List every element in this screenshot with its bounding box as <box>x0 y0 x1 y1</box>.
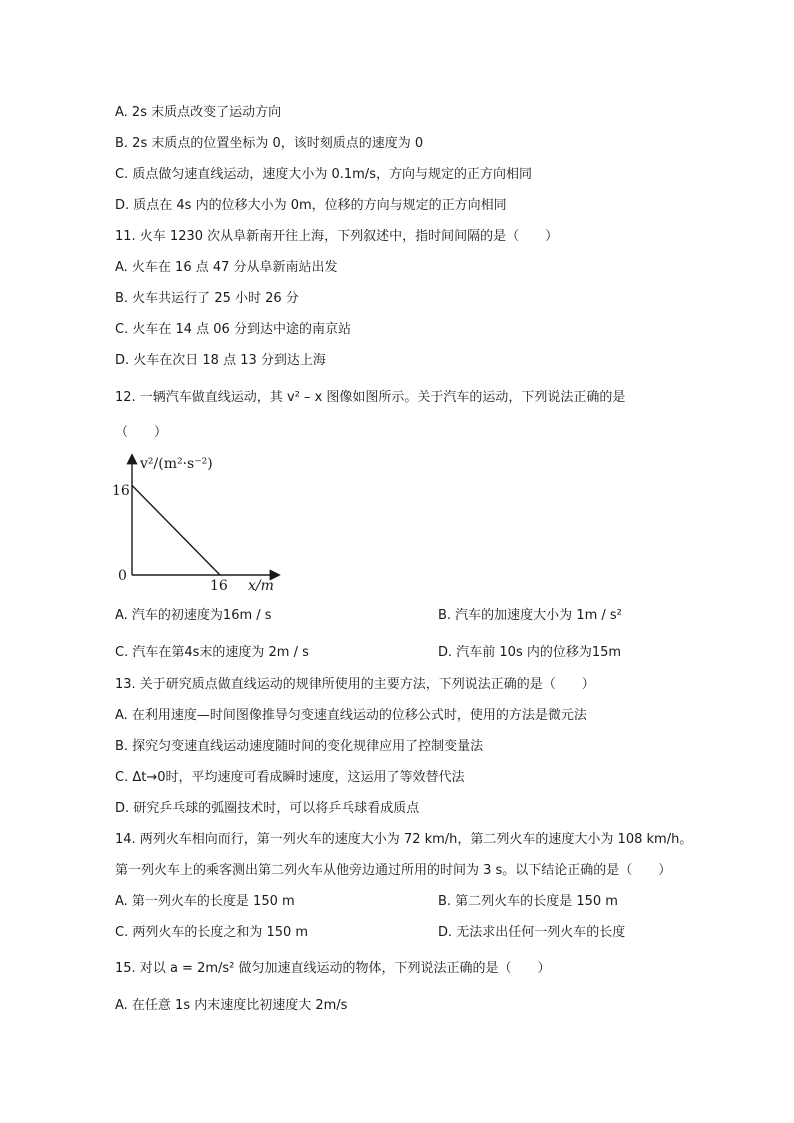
q14-stem-line1: 14. 两列火车相向而行，第一列火车的速度大小为 72 km/h，第二列火车的速度大小为 108 km/h。 <box>115 832 693 847</box>
q11-option-b: B. 火车共运行了 25 小时 26 分 <box>115 291 299 306</box>
q15-stem: 15. 对以 a = 2m/s² 做匀加速直线运动的物体，下列说法正确的是（ ） <box>115 961 551 976</box>
q13-option-a: A. 在利用速度—时间图像推导匀变速直线运动的位移公式时，使用的方法是微元法 <box>115 708 587 723</box>
v2-x-graph <box>110 452 285 597</box>
series-line <box>132 485 220 575</box>
q15-option-a: A. 在任意 1s 内末速度比初速度大 2m/s <box>115 998 348 1013</box>
q11-option-d: D. 火车在次日 18 点 13 分到达上海 <box>115 353 326 368</box>
q11-option-c: C. 火车在 14 点 06 分到达中途的南京站 <box>115 322 351 337</box>
q14-option-a: A. 第一列火车的长度是 150 m <box>115 894 295 909</box>
x-axis-label: x/m <box>248 578 274 594</box>
q10-option-a: A. 2s 末质点改变了运动方向 <box>115 105 282 120</box>
q10-option-c: C. 质点做匀速直线运动，速度大小为 0.1m/s，方向与规定的正方向相同 <box>115 167 532 182</box>
origin-label: 0 <box>118 568 127 584</box>
q14-stem-line2: 第一列火车上的乘客测出第二列火车从他旁边通过所用的时间为 3 s。以下结论正确的是（ ） <box>115 863 672 878</box>
q13-option-c: C. Δt→0时，平均速度可看成瞬时速度，这运用了等效替代法 <box>115 770 465 785</box>
q14-option-c: C. 两列火车的长度之和为 150 m <box>115 925 309 940</box>
y-tick-label: 16 <box>112 483 130 499</box>
q10-option-d: D. 质点在 4s 内的位移大小为 0m，位移的方向与规定的正方向相同 <box>115 198 507 213</box>
q12-option-d: D. 汽车前 10s 内的位移为15m <box>438 645 622 660</box>
q11-option-a: A. 火车在 16 点 47 分从阜新南站出发 <box>115 260 338 275</box>
q12-answer-paren: （ ） <box>115 425 168 440</box>
q12-option-b: B. 汽车的加速度大小为 1m / s² <box>438 608 622 623</box>
q12-option-a: A. 汽车的初速度为16m / s <box>115 608 272 623</box>
q14-option-d: D. 无法求出任何一列火车的长度 <box>438 925 626 940</box>
q12-stem: 12. 一辆汽车做直线运动，其 v² – x 图像如图所示。关于汽车的运动，下列说法正确的是 <box>115 390 626 405</box>
q13-stem: 13. 关于研究质点做直线运动的规律所使用的主要方法，下列说法正确的是（ ） <box>115 677 595 692</box>
q12-option-c: C. 汽车在第4s末的速度为 2m / s <box>115 645 309 660</box>
x-tick-label: 16 <box>210 578 228 594</box>
q11-stem: 11. 火车 1230 次从阜新南开往上海，下列叙述中，指时间间隔的是（ ） <box>115 229 559 244</box>
y-axis-label: v²/(m²·s⁻²) <box>140 456 213 472</box>
q10-option-b: B. 2s 末质点的位置坐标为 0，该时刻质点的速度为 0 <box>115 136 424 151</box>
q14-option-b: B. 第二列火车的长度是 150 m <box>438 894 618 909</box>
q13-option-d: D. 研究乒乓球的弧圈技术时，可以将乒乓球看成质点 <box>115 801 420 816</box>
q13-option-b: B. 探究匀变速直线运动速度随时间的变化规律应用了控制变量法 <box>115 739 484 754</box>
